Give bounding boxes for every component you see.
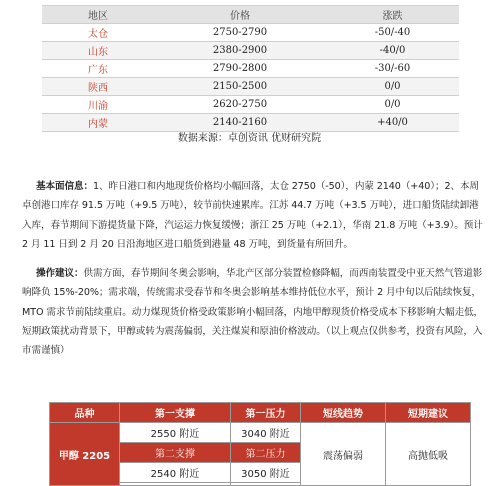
header-change: 涨跌 <box>326 6 459 24</box>
advice-text: 供需方面，春节期间冬奥会影响，华北产区部分装置检修降幅，而西南装置受中亚天然气管道影响降负 15%-20%；需求端，传统需求受春节和冬奥会影响基本维持低位水平，预计 2 月中旬以后陆续恢复，MTO 需求节前陆续重启。动力煤现货价格受政策影响小幅回落，内地甲醇现货价格受成本下移影响大幅走低，短期政策扰动背景下，甲醇或转为震荡偏弱，关注煤炭和原油价格波动。（以上观点仅供参考，投资有风险，入市需谨慎） <box>22 268 484 357</box>
change-cell: +40/0 <box>326 114 459 132</box>
table-row <box>42 24 459 42</box>
table-row <box>50 423 471 443</box>
change-cell: -50/-40 <box>326 24 459 42</box>
first-support-value: 2550 附近 <box>120 423 231 443</box>
change-cell: -30/-60 <box>326 60 459 78</box>
table-row <box>42 42 459 60</box>
variety-cell: 甲醇 2205 <box>50 423 120 486</box>
strategy-header-row <box>50 403 471 423</box>
price-cell: 2790-2800 <box>154 60 326 78</box>
table-row <box>42 96 459 114</box>
table-spacer <box>120 483 231 486</box>
second-support-value: 2540 附近 <box>120 463 231 483</box>
second-support-label: 第二支撑 <box>120 443 231 463</box>
fundamentals-text: 1、昨日港口和内地现货价格均小幅回落，太仓 2750（-50），内蒙 2140（+40）；2、本周卓创港口库存 91.5 万吨（+9.5 万吨），较节前快速累库。江苏 44.7 万吨（+3.5 万吨），进口船货陆续卸港入库，春节期间下游提货量下降，汽运运力恢复缓慢；浙江 25 万吨（+2.1），华南 21.8 万吨（+3.9）。预计 2 月 11 日到 2 月 20 日沿海地区进口船货到港量 48 万吨，到货量有所回升。 <box>22 181 483 250</box>
advice-cell: 高抛低吸 <box>386 423 471 486</box>
first-pressure-value: 3040 附近 <box>231 423 301 443</box>
fundamentals-paragraph <box>22 177 488 254</box>
price-cell: 2140-2160 <box>154 114 326 132</box>
header-variety: 品种 <box>50 403 120 423</box>
regional-price-table <box>42 5 459 132</box>
table-row <box>42 60 459 78</box>
price-cell: 2380-2900 <box>154 42 326 60</box>
price-cell: 2150-2500 <box>154 78 326 96</box>
header-first-pressure: 第一压力 <box>231 403 301 423</box>
region-cell: 川渝 <box>42 96 154 114</box>
header-region: 地区 <box>42 6 154 24</box>
table-row <box>42 78 459 96</box>
region-cell: 陕西 <box>42 78 154 96</box>
second-pressure-value: 3050 附近 <box>231 463 301 483</box>
strategy-table <box>49 402 471 486</box>
header-short-trend: 短线趋势 <box>301 403 386 423</box>
data-source-caption: 数据来源：卓创资讯 优财研究院 <box>177 133 322 144</box>
price-table-header <box>42 6 459 24</box>
header-price: 价格 <box>154 6 326 24</box>
change-cell: -40/0 <box>326 42 459 60</box>
region-cell: 太仓 <box>42 24 154 42</box>
change-cell: 0/0 <box>326 96 459 114</box>
advice-paragraph <box>22 264 488 360</box>
price-cell: 2620-2750 <box>154 96 326 114</box>
region-cell: 内蒙 <box>42 114 154 132</box>
trend-cell: 震荡偏弱 <box>301 423 386 486</box>
price-cell: 2750-2790 <box>154 24 326 42</box>
header-first-support: 第一支撑 <box>120 403 231 423</box>
advice-lead: 操作建议： <box>36 268 84 279</box>
second-pressure-label: 第二压力 <box>231 443 301 463</box>
header-short-advice: 短期建议 <box>386 403 471 423</box>
region-cell: 广东 <box>42 60 154 78</box>
change-cell: 0/0 <box>326 78 459 96</box>
fundamentals-lead: 基本面信息： <box>36 181 93 192</box>
table-spacer <box>231 483 301 486</box>
region-cell: 山东 <box>42 42 154 60</box>
